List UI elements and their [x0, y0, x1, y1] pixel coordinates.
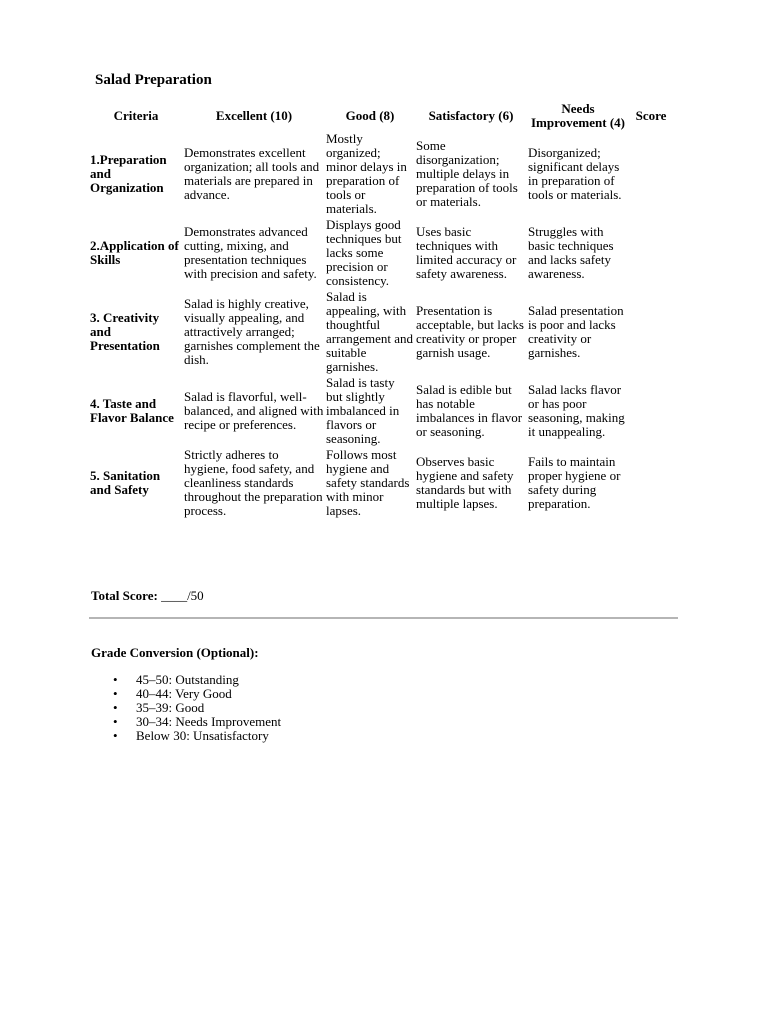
divider	[89, 617, 678, 619]
needs-improvement-cell: Salad lacks flavor or has poor seasoning, making it unappealing.	[528, 382, 625, 439]
needs-improvement-cell: Disorganized; significant delays in preparation of tools or materials.	[528, 145, 622, 202]
list-item-text: 45–50: Outstanding	[136, 672, 239, 687]
header-excellent: Excellent (10)	[215, 108, 293, 123]
table-row	[89, 217, 673, 289]
good-cell: Mostly organized; minor delays in preparation of tools or materials.	[326, 131, 407, 216]
grade-conversion-list	[91, 673, 281, 743]
total-score	[91, 588, 204, 604]
list-item	[91, 701, 281, 715]
table-row	[89, 375, 673, 447]
bullet-icon: •	[113, 728, 118, 743]
list-item	[91, 729, 281, 743]
excellent-cell: Demonstrates advanced cutting, mixing, and presentation techniques with precision and safety.	[184, 224, 317, 281]
header-good: Good (8)	[345, 108, 395, 123]
satisfactory-cell: Uses basic techniques with limited accuracy or safety awareness.	[416, 224, 517, 281]
excellent-cell: Salad is highly creative, visually appealing, and attractively arranged; garnishes complement the dish.	[184, 296, 320, 367]
criteria-cell: 1.Preparation and Organization	[90, 152, 167, 195]
header-criteria: Criteria	[113, 108, 159, 123]
table-row	[89, 131, 673, 217]
list-item-text: 35–39: Good	[136, 700, 205, 715]
excellent-cell: Strictly adheres to hygiene, food safety, and cleanliness standards throughout the preparation process.	[184, 447, 323, 518]
score-cell	[629, 375, 673, 447]
excellent-cell: Demonstrates excellent organization; all tools and materials are prepared in advance.	[184, 145, 320, 202]
criteria-cell: 4. Taste and Flavor Balance	[90, 396, 174, 425]
grade-conversion-heading: Grade Conversion (Optional):	[91, 645, 259, 660]
criteria-cell: 2.Application of Skills	[90, 238, 179, 267]
list-item	[91, 715, 281, 729]
needs-improvement-cell: Salad presentation is poor and lacks creativity or garnishes.	[528, 303, 624, 360]
header-score: Score	[635, 108, 667, 123]
table-row	[89, 447, 673, 519]
score-cell	[629, 447, 673, 519]
list-item-text: 30–34: Needs Improvement	[136, 714, 282, 729]
score-cell	[629, 289, 673, 375]
rubric-table	[89, 101, 673, 519]
satisfactory-cell: Some disorganization; multiple delays in preparation of tools or materials.	[416, 138, 518, 209]
bullet-icon: •	[113, 714, 118, 729]
score-cell	[629, 131, 673, 217]
good-cell: Salad is tasty but slightly imbalanced in flavors or seasoning.	[326, 375, 400, 446]
satisfactory-cell: Salad is edible but has notable imbalances in flavor or seasoning.	[416, 382, 523, 439]
excellent-cell: Salad is flavorful, well-balanced, and aligned with recipe or preferences.	[184, 389, 324, 432]
bullet-icon: •	[113, 700, 118, 715]
satisfactory-cell: Observes basic hygiene and safety standards but with multiple lapses.	[416, 454, 514, 511]
good-cell: Displays good techniques but lacks some precision or consistency.	[326, 217, 402, 288]
criteria-cell: 3. Creativity and Presentation	[90, 310, 160, 353]
total-score-value: ____/50	[157, 588, 204, 603]
score-cell	[629, 217, 673, 289]
bullet-icon: •	[113, 686, 118, 701]
list-item-text: Below 30: Unsatisfactory	[136, 728, 269, 743]
good-cell: Follows most hygiene and safety standards with minor lapses.	[326, 447, 410, 518]
total-score-label: Total Score:	[91, 588, 158, 603]
page-title: Salad Preparation	[95, 72, 212, 88]
bullet-icon: •	[113, 672, 118, 687]
list-item-text: 40–44: Very Good	[136, 686, 232, 701]
needs-improvement-cell: Fails to maintain proper hygiene or safety during preparation.	[528, 454, 621, 511]
satisfactory-cell: Presentation is acceptable, but lacks creativity or proper garnish usage.	[416, 303, 524, 360]
list-item	[91, 673, 281, 687]
needs-improvement-cell: Struggles with basic techniques and lacks safety awareness.	[528, 224, 614, 281]
table-row	[89, 289, 673, 375]
criteria-cell: 5. Sanitation and Safety	[90, 468, 161, 497]
list-item	[91, 687, 281, 701]
header-satisfactory: Satisfactory (6)	[428, 108, 514, 123]
header-needs-improvement: Needs Improvement (4)	[531, 101, 625, 130]
good-cell: Salad is appealing, with thoughtful arrangement and suitable garnishes.	[326, 289, 413, 374]
table-header-row	[89, 101, 673, 131]
